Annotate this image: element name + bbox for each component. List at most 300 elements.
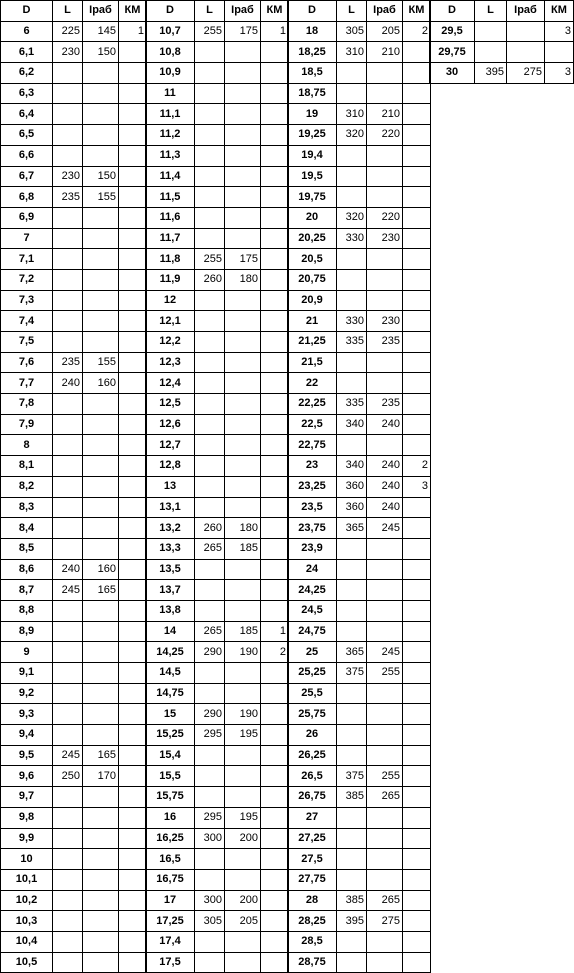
km-cell: 2 <box>403 456 431 477</box>
l-cell <box>53 538 83 559</box>
d-cell: 23,75 <box>288 518 337 539</box>
km-cell <box>119 187 147 208</box>
irab-cell <box>83 807 119 828</box>
d-cell: 20,75 <box>288 269 337 290</box>
table-row <box>288 931 431 952</box>
km-cell <box>261 187 289 208</box>
table-row <box>1 21 147 42</box>
irab-cell: 265 <box>367 890 403 911</box>
irab-cell <box>83 476 119 497</box>
header-row <box>430 1 574 22</box>
irab-cell <box>83 290 119 311</box>
l-cell <box>195 166 225 187</box>
km-cell: 2 <box>403 21 431 42</box>
table-row <box>288 663 431 684</box>
d-cell: 14 <box>146 621 195 642</box>
km-cell <box>261 952 289 973</box>
d-cell: 9,3 <box>1 704 53 725</box>
l-cell <box>53 269 83 290</box>
l-cell: 340 <box>337 456 367 477</box>
header-irab: Iраб <box>367 1 403 22</box>
d-cell: 15,25 <box>146 725 195 746</box>
irab-cell: 185 <box>225 621 261 642</box>
table-row <box>1 228 147 249</box>
l-cell: 340 <box>337 414 367 435</box>
irab-cell <box>83 435 119 456</box>
d-cell: 8,4 <box>1 518 53 539</box>
km-cell <box>403 104 431 125</box>
irab-cell: 160 <box>83 559 119 580</box>
header-l: L <box>337 1 367 22</box>
km-cell <box>261 352 289 373</box>
table-row <box>288 104 431 125</box>
km-cell <box>119 538 147 559</box>
table-row <box>146 42 289 63</box>
header-row <box>288 1 431 22</box>
l-cell <box>195 187 225 208</box>
l-cell <box>195 456 225 477</box>
km-cell <box>261 63 289 84</box>
km-cell <box>403 890 431 911</box>
l-cell <box>53 476 83 497</box>
l-cell <box>195 476 225 497</box>
km-cell <box>403 166 431 187</box>
irab-cell <box>83 83 119 104</box>
d-cell: 6,1 <box>1 42 53 63</box>
d-cell: 11,7 <box>146 228 195 249</box>
km-cell <box>403 394 431 415</box>
l-cell: 310 <box>337 42 367 63</box>
km-cell <box>119 42 147 63</box>
km-cell <box>403 787 431 808</box>
km-cell <box>119 435 147 456</box>
irab-cell: 200 <box>225 890 261 911</box>
irab-cell <box>367 807 403 828</box>
km-cell: 1 <box>261 621 289 642</box>
l-cell <box>53 807 83 828</box>
l-cell <box>195 580 225 601</box>
km-cell <box>403 373 431 394</box>
irab-cell <box>83 642 119 663</box>
irab-cell <box>225 663 261 684</box>
irab-cell <box>367 83 403 104</box>
d-cell: 19,75 <box>288 187 337 208</box>
km-cell <box>119 125 147 146</box>
l-cell <box>53 332 83 353</box>
km-cell <box>119 414 147 435</box>
table-row <box>146 683 289 704</box>
irab-cell <box>83 311 119 332</box>
table-row <box>146 207 289 228</box>
d-cell: 17,4 <box>146 931 195 952</box>
l-cell: 290 <box>195 704 225 725</box>
l-cell <box>195 63 225 84</box>
table-row <box>288 807 431 828</box>
d-cell: 10,4 <box>1 931 53 952</box>
km-cell <box>403 745 431 766</box>
l-cell <box>53 849 83 870</box>
irab-cell <box>367 600 403 621</box>
d-cell: 20,25 <box>288 228 337 249</box>
irab-cell <box>225 228 261 249</box>
table-row <box>1 352 147 373</box>
d-cell: 8,3 <box>1 497 53 518</box>
l-cell: 305 <box>195 911 225 932</box>
d-cell: 7,6 <box>1 352 53 373</box>
irab-cell <box>83 600 119 621</box>
d-cell: 10,1 <box>1 869 53 890</box>
table-row <box>288 849 431 870</box>
d-cell: 21 <box>288 311 337 332</box>
d-cell: 12 <box>146 290 195 311</box>
table-row <box>146 228 289 249</box>
l-cell <box>337 145 367 166</box>
d-cell: 7,5 <box>1 332 53 353</box>
table-row <box>146 456 289 477</box>
l-cell <box>337 538 367 559</box>
table-row <box>288 21 431 42</box>
d-cell: 30 <box>430 63 475 84</box>
l-cell <box>53 518 83 539</box>
irab-cell <box>83 63 119 84</box>
l-cell <box>53 290 83 311</box>
irab-cell <box>83 332 119 353</box>
km-cell <box>403 580 431 601</box>
d-cell: 24,25 <box>288 580 337 601</box>
table-row <box>146 332 289 353</box>
irab-cell: 175 <box>225 21 261 42</box>
km-cell <box>119 787 147 808</box>
km-cell <box>119 104 147 125</box>
km-cell <box>403 621 431 642</box>
table-row <box>146 911 289 932</box>
table-row <box>288 766 431 787</box>
irab-cell <box>225 476 261 497</box>
km-cell <box>119 373 147 394</box>
d-cell: 8,6 <box>1 559 53 580</box>
d-cell: 9,8 <box>1 807 53 828</box>
table-row <box>146 518 289 539</box>
irab-cell <box>225 125 261 146</box>
irab-cell <box>225 332 261 353</box>
irab-cell <box>83 849 119 870</box>
irab-cell <box>83 787 119 808</box>
table-group-1 <box>0 0 147 973</box>
irab-cell <box>367 725 403 746</box>
km-cell <box>261 663 289 684</box>
irab-cell <box>225 559 261 580</box>
l-cell <box>53 931 83 952</box>
table-row <box>146 745 289 766</box>
km-cell <box>261 311 289 332</box>
km-cell <box>119 704 147 725</box>
table-row <box>1 745 147 766</box>
irab-cell: 185 <box>225 538 261 559</box>
table-row <box>146 890 289 911</box>
irab-cell: 210 <box>367 42 403 63</box>
l-cell <box>53 869 83 890</box>
table-row <box>1 476 147 497</box>
irab-cell: 205 <box>225 911 261 932</box>
table-row <box>1 269 147 290</box>
km-cell <box>119 352 147 373</box>
l-cell <box>195 600 225 621</box>
table-row <box>288 890 431 911</box>
d-cell: 13,3 <box>146 538 195 559</box>
l-cell <box>337 745 367 766</box>
km-cell <box>403 187 431 208</box>
header-km: КМ <box>545 1 574 22</box>
l-cell: 225 <box>53 21 83 42</box>
l-cell <box>195 104 225 125</box>
l-cell <box>53 456 83 477</box>
irab-cell: 265 <box>367 787 403 808</box>
d-cell: 19 <box>288 104 337 125</box>
irab-cell <box>367 559 403 580</box>
irab-cell <box>83 725 119 746</box>
d-cell: 8,1 <box>1 456 53 477</box>
l-cell: 335 <box>337 394 367 415</box>
km-cell <box>261 538 289 559</box>
km-cell <box>403 518 431 539</box>
d-cell: 11,1 <box>146 104 195 125</box>
l-cell: 230 <box>53 42 83 63</box>
table-row <box>288 828 431 849</box>
d-cell: 11,9 <box>146 269 195 290</box>
header-l: L <box>53 1 83 22</box>
irab-cell <box>225 394 261 415</box>
table-row <box>146 849 289 870</box>
irab-cell <box>225 869 261 890</box>
irab-cell <box>83 207 119 228</box>
table-row <box>288 642 431 663</box>
l-cell: 330 <box>337 228 367 249</box>
table-row <box>1 828 147 849</box>
irab-cell: 155 <box>83 187 119 208</box>
d-cell: 15,75 <box>146 787 195 808</box>
l-cell: 240 <box>53 559 83 580</box>
d-cell: 19,25 <box>288 125 337 146</box>
d-cell: 13,2 <box>146 518 195 539</box>
d-cell: 6,4 <box>1 104 53 125</box>
d-cell: 10 <box>1 849 53 870</box>
irab-cell: 205 <box>367 21 403 42</box>
km-cell: 3 <box>403 476 431 497</box>
table-row <box>146 952 289 973</box>
irab-cell <box>225 766 261 787</box>
km-cell <box>261 766 289 787</box>
l-cell <box>337 166 367 187</box>
irab-cell <box>225 373 261 394</box>
km-cell <box>119 931 147 952</box>
l-cell <box>337 269 367 290</box>
km-cell <box>261 745 289 766</box>
l-cell: 245 <box>53 580 83 601</box>
table-row <box>288 435 431 456</box>
km-cell <box>119 290 147 311</box>
table-row <box>146 538 289 559</box>
d-cell: 11,8 <box>146 249 195 270</box>
table-row <box>1 207 147 228</box>
km-cell <box>403 704 431 725</box>
d-cell: 12,8 <box>146 456 195 477</box>
d-cell: 22,5 <box>288 414 337 435</box>
table-row <box>288 166 431 187</box>
l-cell: 395 <box>337 911 367 932</box>
d-cell: 15,5 <box>146 766 195 787</box>
km-cell <box>119 476 147 497</box>
table-row <box>1 538 147 559</box>
km-cell <box>119 228 147 249</box>
l-cell <box>53 414 83 435</box>
d-cell: 8,5 <box>1 538 53 559</box>
km-cell <box>403 559 431 580</box>
d-cell: 11,2 <box>146 125 195 146</box>
d-cell: 7,8 <box>1 394 53 415</box>
l-cell <box>195 931 225 952</box>
irab-cell <box>367 166 403 187</box>
l-cell <box>53 621 83 642</box>
table-row <box>146 311 289 332</box>
irab-cell <box>367 145 403 166</box>
km-cell <box>119 952 147 973</box>
table-row <box>1 332 147 353</box>
l-cell <box>195 42 225 63</box>
table-row <box>1 931 147 952</box>
irab-cell <box>367 63 403 84</box>
d-cell: 12,7 <box>146 435 195 456</box>
table-row <box>1 766 147 787</box>
irab-cell <box>225 42 261 63</box>
d-cell: 22,75 <box>288 435 337 456</box>
table-row <box>288 476 431 497</box>
irab-cell <box>225 104 261 125</box>
l-cell <box>195 83 225 104</box>
km-cell <box>261 725 289 746</box>
d-cell: 10,3 <box>1 911 53 932</box>
l-cell: 245 <box>53 745 83 766</box>
km-cell <box>119 207 147 228</box>
irab-cell: 230 <box>367 228 403 249</box>
irab-cell <box>225 456 261 477</box>
d-cell: 9,1 <box>1 663 53 684</box>
l-cell <box>195 663 225 684</box>
km-cell <box>403 269 431 290</box>
km-cell <box>403 911 431 932</box>
d-cell: 14,5 <box>146 663 195 684</box>
l-cell: 330 <box>337 311 367 332</box>
l-cell <box>53 787 83 808</box>
km-cell <box>261 787 289 808</box>
table-row <box>1 63 147 84</box>
d-cell: 17,25 <box>146 911 195 932</box>
table-row <box>288 725 431 746</box>
table-row <box>288 352 431 373</box>
irab-cell <box>367 952 403 973</box>
l-cell <box>53 104 83 125</box>
table-body-2 <box>146 1 289 973</box>
l-cell <box>53 394 83 415</box>
irab-cell <box>225 414 261 435</box>
km-cell <box>403 538 431 559</box>
irab-cell <box>225 290 261 311</box>
l-cell <box>337 373 367 394</box>
km-cell <box>403 290 431 311</box>
irab-cell <box>83 890 119 911</box>
d-cell: 23,9 <box>288 538 337 559</box>
km-cell <box>403 63 431 84</box>
d-cell: 24,5 <box>288 600 337 621</box>
table-row <box>288 187 431 208</box>
table-row <box>146 104 289 125</box>
d-cell: 25,5 <box>288 683 337 704</box>
irab-cell <box>83 394 119 415</box>
table-row <box>288 207 431 228</box>
irab-cell <box>83 497 119 518</box>
km-cell <box>403 931 431 952</box>
d-cell: 17,5 <box>146 952 195 973</box>
irab-cell <box>83 621 119 642</box>
l-cell: 250 <box>53 766 83 787</box>
km-cell <box>261 911 289 932</box>
l-cell <box>53 145 83 166</box>
l-cell <box>475 42 507 63</box>
l-cell <box>337 352 367 373</box>
irab-cell: 275 <box>367 911 403 932</box>
km-cell <box>403 869 431 890</box>
d-cell: 20,5 <box>288 249 337 270</box>
d-cell: 26,75 <box>288 787 337 808</box>
irab-cell <box>367 249 403 270</box>
table-row <box>1 725 147 746</box>
table-row <box>288 869 431 890</box>
table-row <box>1 849 147 870</box>
table-row <box>1 435 147 456</box>
table-row <box>146 125 289 146</box>
irab-cell <box>507 21 545 42</box>
d-cell: 9,5 <box>1 745 53 766</box>
irab-cell <box>225 745 261 766</box>
l-cell: 335 <box>337 332 367 353</box>
l-cell <box>195 559 225 580</box>
irab-cell <box>83 456 119 477</box>
d-cell: 6,9 <box>1 207 53 228</box>
km-cell <box>261 249 289 270</box>
l-cell <box>337 600 367 621</box>
irab-cell: 150 <box>83 166 119 187</box>
km-cell <box>261 828 289 849</box>
irab-cell: 145 <box>83 21 119 42</box>
d-cell: 17 <box>146 890 195 911</box>
km-cell <box>119 807 147 828</box>
table-row <box>146 290 289 311</box>
irab-cell: 210 <box>367 104 403 125</box>
l-cell <box>195 228 225 249</box>
d-cell: 26 <box>288 725 337 746</box>
km-cell <box>403 145 431 166</box>
irab-cell <box>367 931 403 952</box>
irab-cell <box>367 849 403 870</box>
l-cell <box>195 125 225 146</box>
irab-cell <box>83 269 119 290</box>
d-cell: 13,1 <box>146 497 195 518</box>
km-cell <box>261 42 289 63</box>
d-cell: 11,4 <box>146 166 195 187</box>
l-cell <box>337 621 367 642</box>
km-cell <box>261 125 289 146</box>
km-cell <box>119 518 147 539</box>
table-row <box>1 187 147 208</box>
